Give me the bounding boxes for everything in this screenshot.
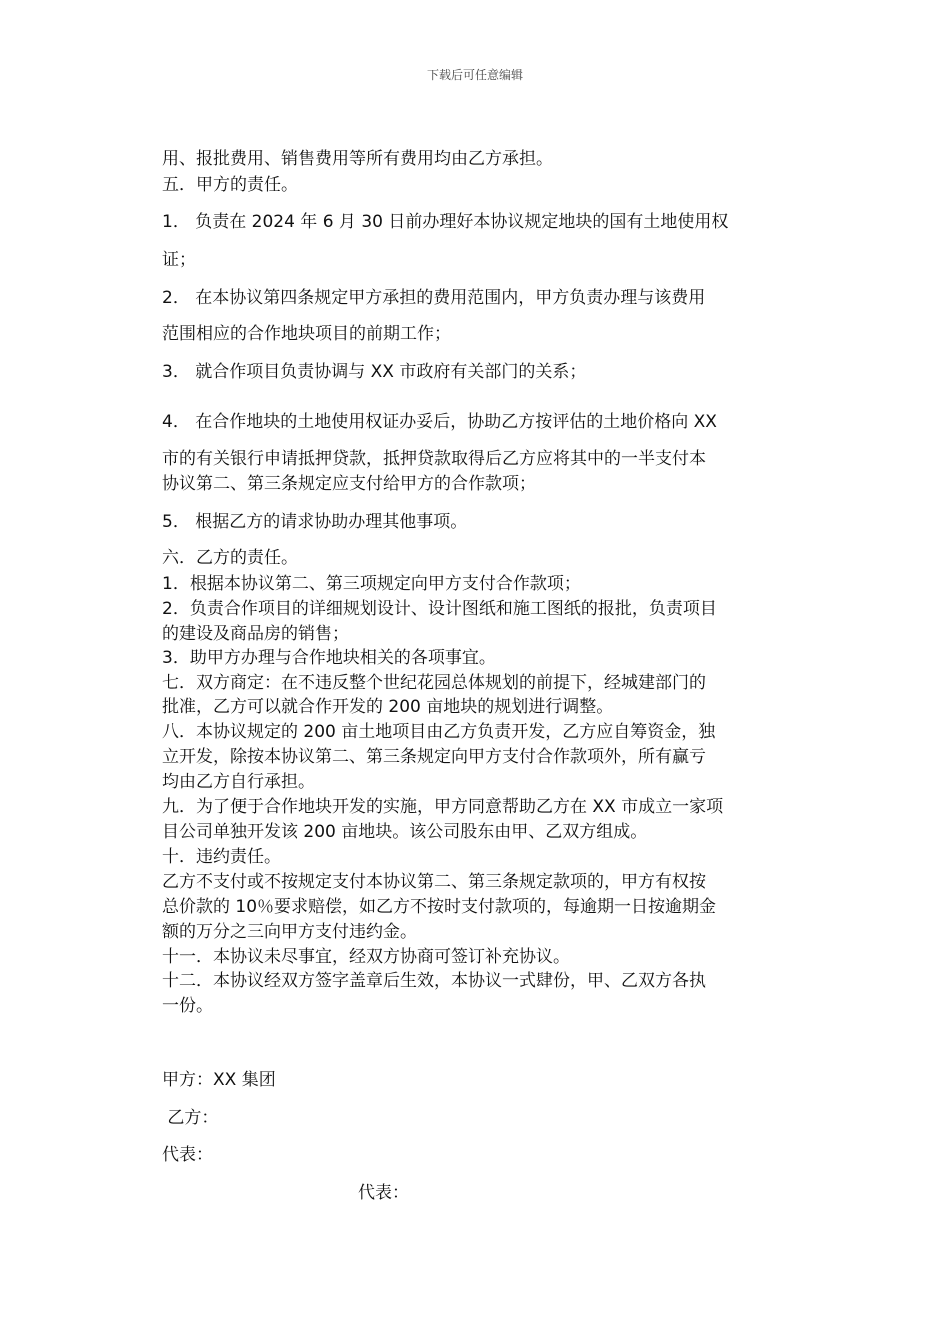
body-line: 一份。: [162, 996, 213, 1016]
list-item: 5． 根据乙方的请求协助办理其他事项。: [162, 512, 468, 532]
list-item: 3．助甲方办理与合作地块相关的各项事宜。: [162, 648, 496, 668]
body-line: 范围相应的合作地块项目的前期工作；: [162, 324, 451, 344]
section-heading: 十．违约责任。: [162, 847, 281, 867]
body-line: 目公司单独开发该 200 亩地块。该公司股东由甲、乙双方组成。: [162, 822, 648, 842]
body-line: 市的有关银行申请抵押贷款，抵押贷款取得后乙方应将其中的一半支付本: [162, 449, 706, 469]
list-item: 2． 在本协议第四条规定甲方承担的费用范围内，甲方负责办理与该费用: [162, 288, 706, 308]
body-line: 批准，乙方可以就合作开发的 200 亩地块的规划进行调整。: [162, 697, 614, 717]
body-line: 用、报批费用、销售费用等所有费用均由乙方承担。: [162, 149, 553, 169]
body-line: 协议第二、第三条规定应支付给甲方的合作款项；: [162, 474, 536, 494]
list-item: 1．根据本协议第二、第三项规定向甲方支付合作款项；: [162, 574, 581, 594]
body-line: 总价款的 10％要求赔偿，如乙方不按时支付款项的，每逾期一日按逾期金: [162, 897, 717, 917]
list-item: 4． 在合作地块的土地使用权证办妥后，协助乙方按评估的土地价格向 XX: [162, 412, 717, 432]
party-b-label: 乙方：: [162, 1108, 219, 1128]
section-heading: 九．为了便于合作地块开发的实施，甲方同意帮助乙方在 XX 市成立一家项: [162, 797, 724, 817]
section-heading: 六．乙方的责任。: [162, 548, 298, 568]
party-b-representative: 代表：: [358, 1183, 409, 1203]
section-heading: 八．本协议规定的 200 亩土地项目由乙方负责开发，乙方应自筹资金，独: [162, 722, 716, 742]
section-heading: 五．甲方的责任。: [162, 175, 298, 195]
body-line: 的建设及商品房的销售；: [162, 624, 349, 644]
body-line: 证；: [162, 250, 196, 270]
list-item: 3． 就合作项目负责协调与 XX 市政府有关部门的关系；: [162, 362, 587, 382]
list-item: 1． 负责在 2024 年 6 月 30 日前办理好本协议规定地块的国有土地使用权: [162, 212, 729, 232]
list-item: 2．负责合作项目的详细规划设计、设计图纸和施工图纸的报批，负责项目: [162, 599, 717, 619]
body-line: 均由乙方自行承担。: [162, 772, 315, 792]
section-heading: 七．双方商定：在不违反整个世纪花园总体规划的前提下，经城建部门的: [162, 673, 706, 693]
party-a-label: 甲方：XX 集团: [162, 1070, 276, 1090]
body-line: 额的万分之三向甲方支付违约金。: [162, 922, 417, 942]
page-header: 下载后可任意编辑: [426, 68, 523, 82]
section-heading: 十二．本协议经双方签字盖章后生效，本协议一式肆份，甲、乙双方各执: [162, 971, 706, 991]
body-line: 立开发，除按本协议第二、第三条规定向甲方支付合作款项外，所有赢亏: [162, 747, 706, 767]
party-a-representative: 代表：: [162, 1145, 213, 1165]
body-line: 乙方不支付或不按规定支付本协议第二、第三条规定款项的，甲方有权按: [162, 872, 706, 892]
section-heading: 十一．本协议未尽事宜，经双方协商可签订补充协议。: [162, 947, 570, 967]
